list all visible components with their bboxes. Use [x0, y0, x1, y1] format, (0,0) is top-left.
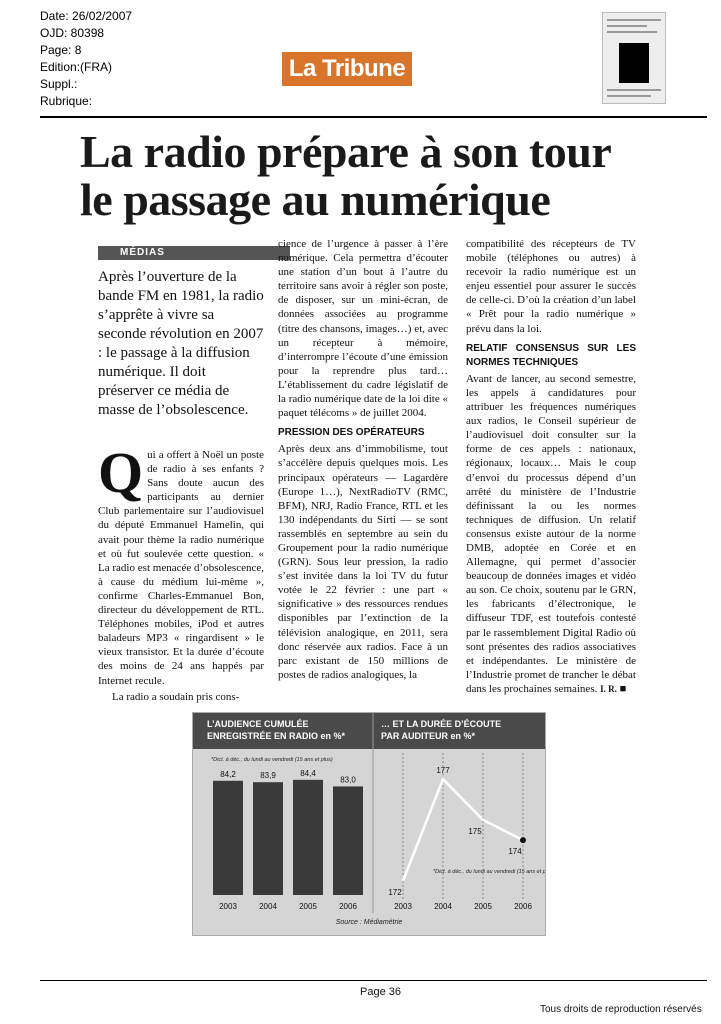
line-category-label: 2006: [514, 902, 532, 911]
bar-category-label: 2004: [259, 902, 277, 911]
col1-paragraph-1: ui a offert à Noël un poste de radio à ses enfants ? Sans doute aucun des participants au dernier Club parlementaire sur l’audiovisuel du député Emmanuel Hamelin, qui avait pour thème la radio numérique et où fut soulevée cette question. « La radio est menacée d’obsolescence, à cause du médium lui-même », confirme Charles-Emmanuel Bon, directeur du développement de RTL. Téléphones mobiles, iPod et autres baladeurs MP3 « ringardisent » le vieux transistor. Et la durée d’écoute des moins de 24 ans happés par Internet recule.: [98, 449, 264, 687]
article-signature: I. R.: [600, 683, 617, 694]
bar-category-label: 2006: [339, 902, 357, 911]
bar-2006: [333, 786, 363, 895]
line-chart-title: … ET LA DURÉE D’ÉCOUTE: [381, 719, 502, 729]
audience-charts: [193, 713, 545, 935]
audience-duration-line: [403, 779, 523, 881]
title-line-2: le passage au numérique: [80, 174, 551, 225]
title-line-1: La radio prépare à son tour: [80, 126, 612, 177]
bar-value-label: 83,0: [340, 775, 356, 785]
line-value-label: 174: [508, 847, 522, 857]
footer-page-number: Page 36: [360, 986, 401, 998]
col2-paragraph-1: cience de l’urgence à passer à l’ère numérique. Cela permettra d’écouter une station d’un bout à l’autre du territoire sans avoir à régler son poste, de disposer, sur un mini-écran, de données associées au programme (titre des chansons, images…) et, avec un récepteur à mémoire, d’interrompre l’écoute d’une émission pour la reprendre plus tard… L’établissement du cadre législatif de la radio numérique date de la loi dite « paquet télécoms » de juillet 2004.: [278, 238, 448, 420]
bar-2004: [253, 782, 283, 895]
bar-2003: [213, 781, 243, 895]
line-category-label: 2003: [394, 902, 412, 911]
line-value-label: 177: [436, 766, 450, 776]
col3-subheading: RELATIF CONSENSUS SUR LES NORMES TECHNIQUES: [466, 342, 636, 368]
rubric-label: MÉDIAS: [98, 246, 290, 260]
bar-chart-title: L’AUDIENCE CUMULÉE: [207, 719, 309, 729]
footer-rights: Tous droits de reproduction réservés: [540, 1004, 702, 1015]
col3-paragraph-1: compatibilité des récepteurs de TV mobile (téléphones ou autres) à recevoir la radio numérique est un enjeu essentiel pour assurer le succès de celle-ci. D’où la création d’un label « Prêt pour la radio numérique » prévu dans la loi.: [466, 238, 636, 335]
chart-source: Source : Médiamétrie: [335, 919, 403, 926]
line-value-label: 172: [388, 887, 402, 897]
line-chart-title-line-2: PAR AUDITEUR en %*: [381, 731, 476, 741]
meta-edition: Edition:(FRA): [40, 60, 113, 74]
bar-category-label: 2003: [219, 902, 237, 911]
bar-value-label: 83,9: [260, 771, 276, 781]
article-column-3: [466, 237, 636, 696]
thumbnail-block: [619, 43, 649, 83]
col3-paragraph-2-text: Avant de lancer, au second semestre, les appels à candidatures pour attribuer les fréquences numériques aux radios, le Conseil supérieur de l’audiovisuel doit consulter sur la forme de ces appels : nationaux, régionaux, locaux… Mais le coup d’envoi du processus dépend d’un arrêté du ministère de l’Industrie définissant la ou les normes techniques de diffusion. Un relatif consensus existe autour de la norme DMB, adoptée en Corée et en Allemagne, qui permet d’associer beaucoup de données images et vidéo au son. Ce choix, soutenu par le GRN, les fabricants d’électronique, le diffuseur TDF, est toutefois contesté par le rassemblement Digital Radio où sont présentes des radios associatives et indépendantes. Le ministère de l’Industrie promet de trancher le débat dans les prochaines semaines.: [466, 372, 636, 695]
line-category-label: 2004: [434, 902, 452, 911]
bar-chart-note: *Dict. à déc., du lundi au vendredi (15 ans et plus): [211, 757, 333, 763]
line-category-label: 2005: [474, 902, 492, 911]
col2-paragraph-2: Après deux ans d’immobilisme, tout s’accélère depuis quelques mois. Les principaux opérateurs — Lagardère (Europe 1…), NextRadioTV (RMC, BFM), NRJ, Radio France, RTL et les 130 indépendants du Sirti — se sont rassemblés en septembre au sein du Groupement pour la radio numérique (GRN). Sous leur pression, la radio s’est invitée dans la loi TV du futur votée le 22 février : une part « significative » des ressources rendues disponibles par l’extinction de la télévision analogique, en 2011, sera donc réservée aux radios. Face à un parc existant de 150 millions de postes de radios analogiques, la: [278, 443, 448, 681]
press-metadata: [40, 8, 132, 110]
meta-page: Page: 8: [40, 43, 82, 57]
article-column-1: [98, 440, 264, 704]
bar-chart-title-line-2: ENREGISTRÉE EN RADIO en %*: [207, 731, 346, 741]
meta-rubrique: Rubrique:: [40, 94, 93, 108]
article-title: [80, 128, 680, 224]
bar-value-label: 84,4: [300, 768, 316, 778]
meta-ojd: OJD: 80398: [40, 26, 105, 40]
col2-subheading: PRESSION DES OPÉRATEURS: [278, 427, 425, 439]
bar-2005: [293, 780, 323, 895]
line-value-label: 175: [468, 826, 482, 836]
meta-suppl: Suppl.:: [40, 77, 78, 91]
meta-date: Date: 26/02/2007: [40, 9, 133, 23]
top-rule: [40, 116, 707, 118]
col3-paragraph-2: [466, 372, 636, 696]
audience-chart-panel: [192, 712, 546, 936]
bottom-rule: [40, 980, 707, 981]
article-column-2: [278, 237, 448, 682]
bar-value-label: 84,2: [220, 769, 236, 779]
newspaper-logo: La Tribune: [282, 52, 412, 86]
page-thumbnail: [602, 12, 666, 104]
end-mark-icon: ■: [619, 682, 627, 695]
line-point: [520, 837, 526, 843]
article-lead: Après l’ouverture de la bande FM en 1981, la radio s’apprête à vivre sa seconde révolution en 2007 : le passage à la diffusion numérique. Il doit préserver ce média de masse de l’obsolescence.: [98, 269, 264, 418]
bar-category-label: 2005: [299, 902, 317, 911]
line-chart-note: *Dict. à déc., du lundi au vendredi (15 ans et plus): [433, 869, 545, 875]
col1-paragraph-2: La radio a soudain pris cons-: [112, 690, 240, 703]
drop-cap: Q: [98, 440, 144, 505]
